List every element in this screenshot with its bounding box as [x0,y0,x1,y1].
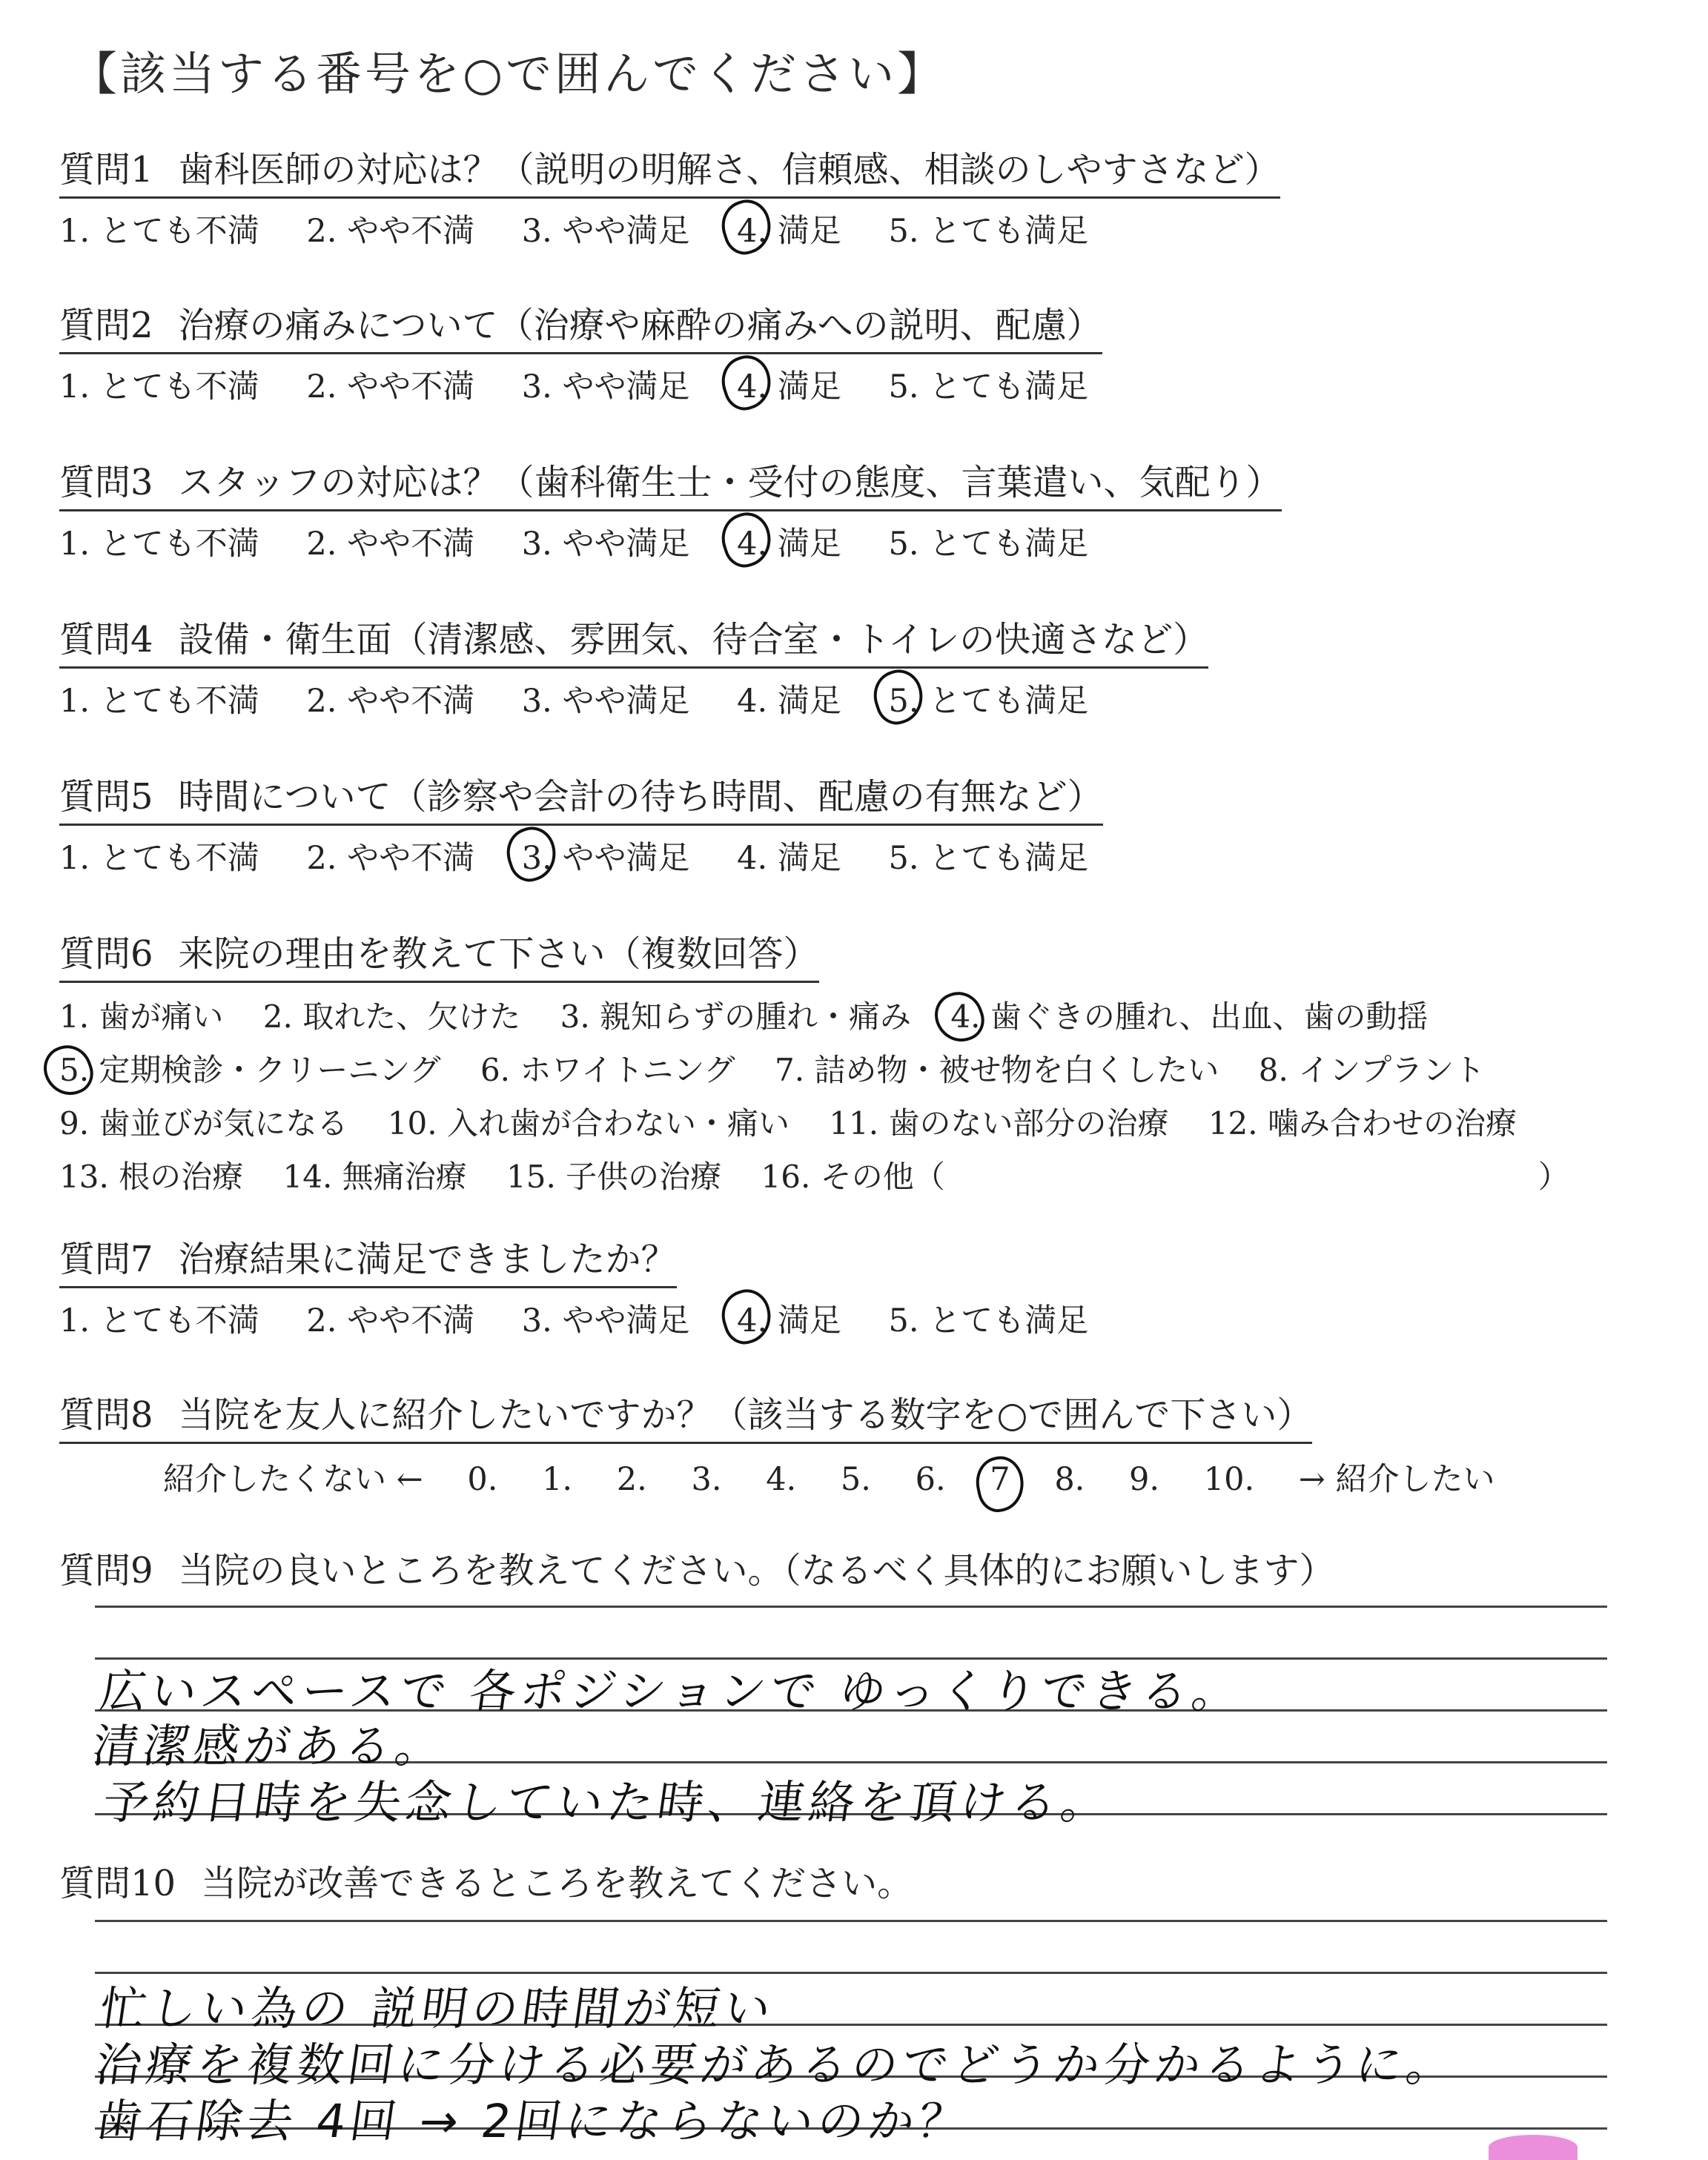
question-text: 時間について（診察や会計の待ち時間、配慮の有無など） [178,776,1103,818]
question-number: 質問5 [59,776,153,818]
question-6-options [59,990,1569,1204]
option-4[interactable]: 4. 満足 [737,683,841,720]
question-number: 質問10 [59,1863,176,1904]
scale-7-selected[interactable]: 7 [990,1461,1010,1498]
option-3[interactable]: 3. やや満足 [521,526,690,563]
option-2[interactable]: 2. やや不満 [306,840,475,877]
question-9-heading [59,1542,1335,1593]
reason-12[interactable]: 12. 噛み合わせの治療 [1208,1105,1517,1142]
reason-9[interactable]: 9. 歯並びが気になる [59,1105,348,1142]
option-5[interactable]: 5. とても満足 [888,1302,1089,1339]
question-number: 質問7 [59,1239,153,1280]
option-2[interactable]: 2. やや不満 [306,526,475,563]
question-3 [59,454,1282,564]
option-1[interactable]: 1. とても不満 [59,368,259,405]
option-5[interactable]: 5. とても満足 [888,840,1089,877]
option-2[interactable]: 2. やや不満 [306,368,475,405]
option-2[interactable]: 2. やや不満 [306,683,475,720]
scale-5[interactable]: 5. [840,1461,871,1498]
other-close-paren: ） [1537,1159,1569,1195]
q10-answer-line-2[interactable]: 治療を複数回に分ける必要があるのでどうか分かるように。 [92,2038,1461,2092]
q9-answer-line-1[interactable]: 広いスペースで 各ポジションで ゆっくりできる。 [96,1664,1247,1718]
question-1 [59,141,1280,251]
question-text: 来院の理由を教えて下さい（複数回答） [178,933,819,975]
question-7 [59,1230,1125,1341]
question-text: 歯科医師の対応は？（説明の明解さ、信頼感、相談のしやすさなど） [178,149,1280,191]
scale-left-label: 紹介したくない ← [163,1461,423,1498]
question-6-heading [59,925,819,983]
scale-1[interactable]: 1. [542,1461,573,1498]
option-1[interactable]: 1. とても不満 [59,1302,259,1339]
scale-10[interactable]: 10. [1203,1461,1255,1498]
question-text: 設備・衛生面（清潔感、雰囲気、待合室・トイレの快適さなど） [178,619,1209,660]
question-number: 質問4 [59,619,153,660]
reason-2[interactable]: 2. 取れた、欠けた [262,998,521,1035]
question-text: 当院を友人に紹介したいですか？（該当する数字を○で囲んで下さい） [178,1394,1313,1436]
reason-14[interactable]: 14. 無痛治療 [282,1159,467,1195]
option-3-selected[interactable]: 3. やや満足 [522,833,690,878]
reason-row [59,1044,1569,1097]
reason-row [59,990,1569,1044]
question-5-options [59,833,1125,878]
question-text: 治療の痛みについて（治療や麻酔の痛みへの説明、配慮） [178,305,1102,346]
question-3-options [59,519,1282,564]
reason-16-other[interactable]: 16. その他（ [761,1159,945,1195]
q9-answer-line-3[interactable]: 予約日時を失念していた時、連絡を頂ける。 [99,1775,1116,1829]
option-3[interactable]: 3. やや満足 [521,683,690,720]
q10-answer-line-3[interactable]: 歯石除去 4回 → 2回にならないのか？ [92,2094,973,2148]
pink-ink-mark [1489,2135,1578,2160]
option-5[interactable]: 5. とても満足 [888,368,1089,405]
question-8 [59,1386,1529,1500]
scale-6[interactable]: 6. [915,1461,946,1498]
reason-1[interactable]: 1. 歯が痛い [59,998,224,1035]
recommend-scale [163,1454,1529,1500]
reason-3[interactable]: 3. 親知らずの腫れ・痛み [560,998,912,1035]
q10-answer-line-1[interactable]: 忙しい為の 説明の時間が短い [96,1981,779,2035]
question-3-heading [59,454,1282,511]
answer-line [95,1920,1607,1922]
question-text: 当院が改善できるところを教えてください。 [201,1863,913,1904]
question-5-heading [59,768,1103,826]
reason-4-selected[interactable]: 4. 歯ぐきの腫れ、出血、歯の動揺 [950,990,1428,1044]
scale-right-label: → 紹介したい [1298,1461,1495,1498]
option-4-selected[interactable]: 4. 満足 [737,1296,841,1341]
page-title: 【該当する番号を○で囲んでください】 [71,47,947,101]
option-1[interactable]: 1. とても不満 [59,213,259,250]
option-2[interactable]: 2. やや不満 [306,213,475,250]
q9-answer-line-2[interactable]: 清潔感がある。 [89,1719,450,1773]
question-4-options [59,676,1208,721]
question-8-heading [59,1386,1312,1444]
question-text: 治療結果に満足できましたか？ [178,1239,677,1280]
question-number: 質問6 [59,933,153,975]
reason-row [59,1097,1569,1150]
option-5-selected[interactable]: 5. とても満足 [889,676,1089,721]
question-4-heading [59,611,1208,669]
question-text: 当院の良いところを教えてください。（なるべく具体的にお願いします） [178,1550,1335,1591]
question-number: 質問2 [59,305,153,346]
question-10-heading [59,1855,913,1906]
option-1[interactable]: 1. とても不満 [59,840,259,877]
answer-line [95,1606,1607,1608]
scale-8[interactable]: 8. [1054,1461,1085,1498]
option-5[interactable]: 5. とても満足 [888,526,1089,563]
reason-7[interactable]: 7. 詰め物・被せ物を白くしたい [774,1052,1219,1088]
option-3[interactable]: 3. やや満足 [521,213,690,250]
scale-3[interactable]: 3. [691,1461,722,1498]
question-number: 質問3 [59,462,153,503]
question-number: 質問1 [59,149,153,191]
option-3[interactable]: 3. やや満足 [521,368,690,405]
question-7-options [59,1296,1125,1341]
question-4 [59,611,1208,721]
question-6 [59,925,1569,1204]
reason-6[interactable]: 6. ホワイトニング [480,1052,735,1088]
scale-0[interactable]: 0. [467,1461,498,1498]
option-4[interactable]: 4. 満足 [737,840,841,877]
question-text: スタッフの対応は？（歯科衛生士・受付の態度、言葉遣い、気配り） [178,462,1282,503]
reason-5-selected[interactable]: 5. 定期検診・クリーニング [59,1044,441,1097]
question-7-heading [59,1230,677,1288]
question-number: 質問9 [59,1550,153,1591]
reason-15[interactable]: 15. 子供の治療 [506,1159,722,1195]
reason-11[interactable]: 11. 歯のない部分の治療 [829,1105,1169,1142]
question-5 [59,768,1125,878]
question-2 [59,296,1125,407]
option-4-selected[interactable]: 4. 満足 [737,519,841,564]
question-2-heading [59,296,1102,354]
question-1-heading [59,141,1280,199]
option-4-selected[interactable]: 4. 満足 [737,206,841,251]
option-1[interactable]: 1. とても不満 [59,683,259,720]
option-2[interactable]: 2. やや不満 [306,1302,475,1339]
option-5[interactable]: 5. とても満足 [888,213,1089,250]
option-1[interactable]: 1. とても不満 [59,526,259,563]
reason-8[interactable]: 8. インプラント [1258,1052,1486,1088]
scale-2[interactable]: 2. [616,1461,647,1498]
question-number: 質問8 [59,1394,153,1436]
option-4-selected[interactable]: 4. 満足 [737,362,841,407]
question-2-options [59,362,1125,407]
reason-13[interactable]: 13. 根の治療 [59,1159,244,1195]
scale-9[interactable]: 9. [1129,1461,1160,1498]
scale-4[interactable]: 4. [766,1461,797,1498]
option-3[interactable]: 3. やや満足 [521,1302,690,1339]
reason-10[interactable]: 10. 入れ歯が合わない・痛い [387,1105,790,1142]
question-1-options [59,206,1280,251]
reason-row [59,1150,1569,1204]
